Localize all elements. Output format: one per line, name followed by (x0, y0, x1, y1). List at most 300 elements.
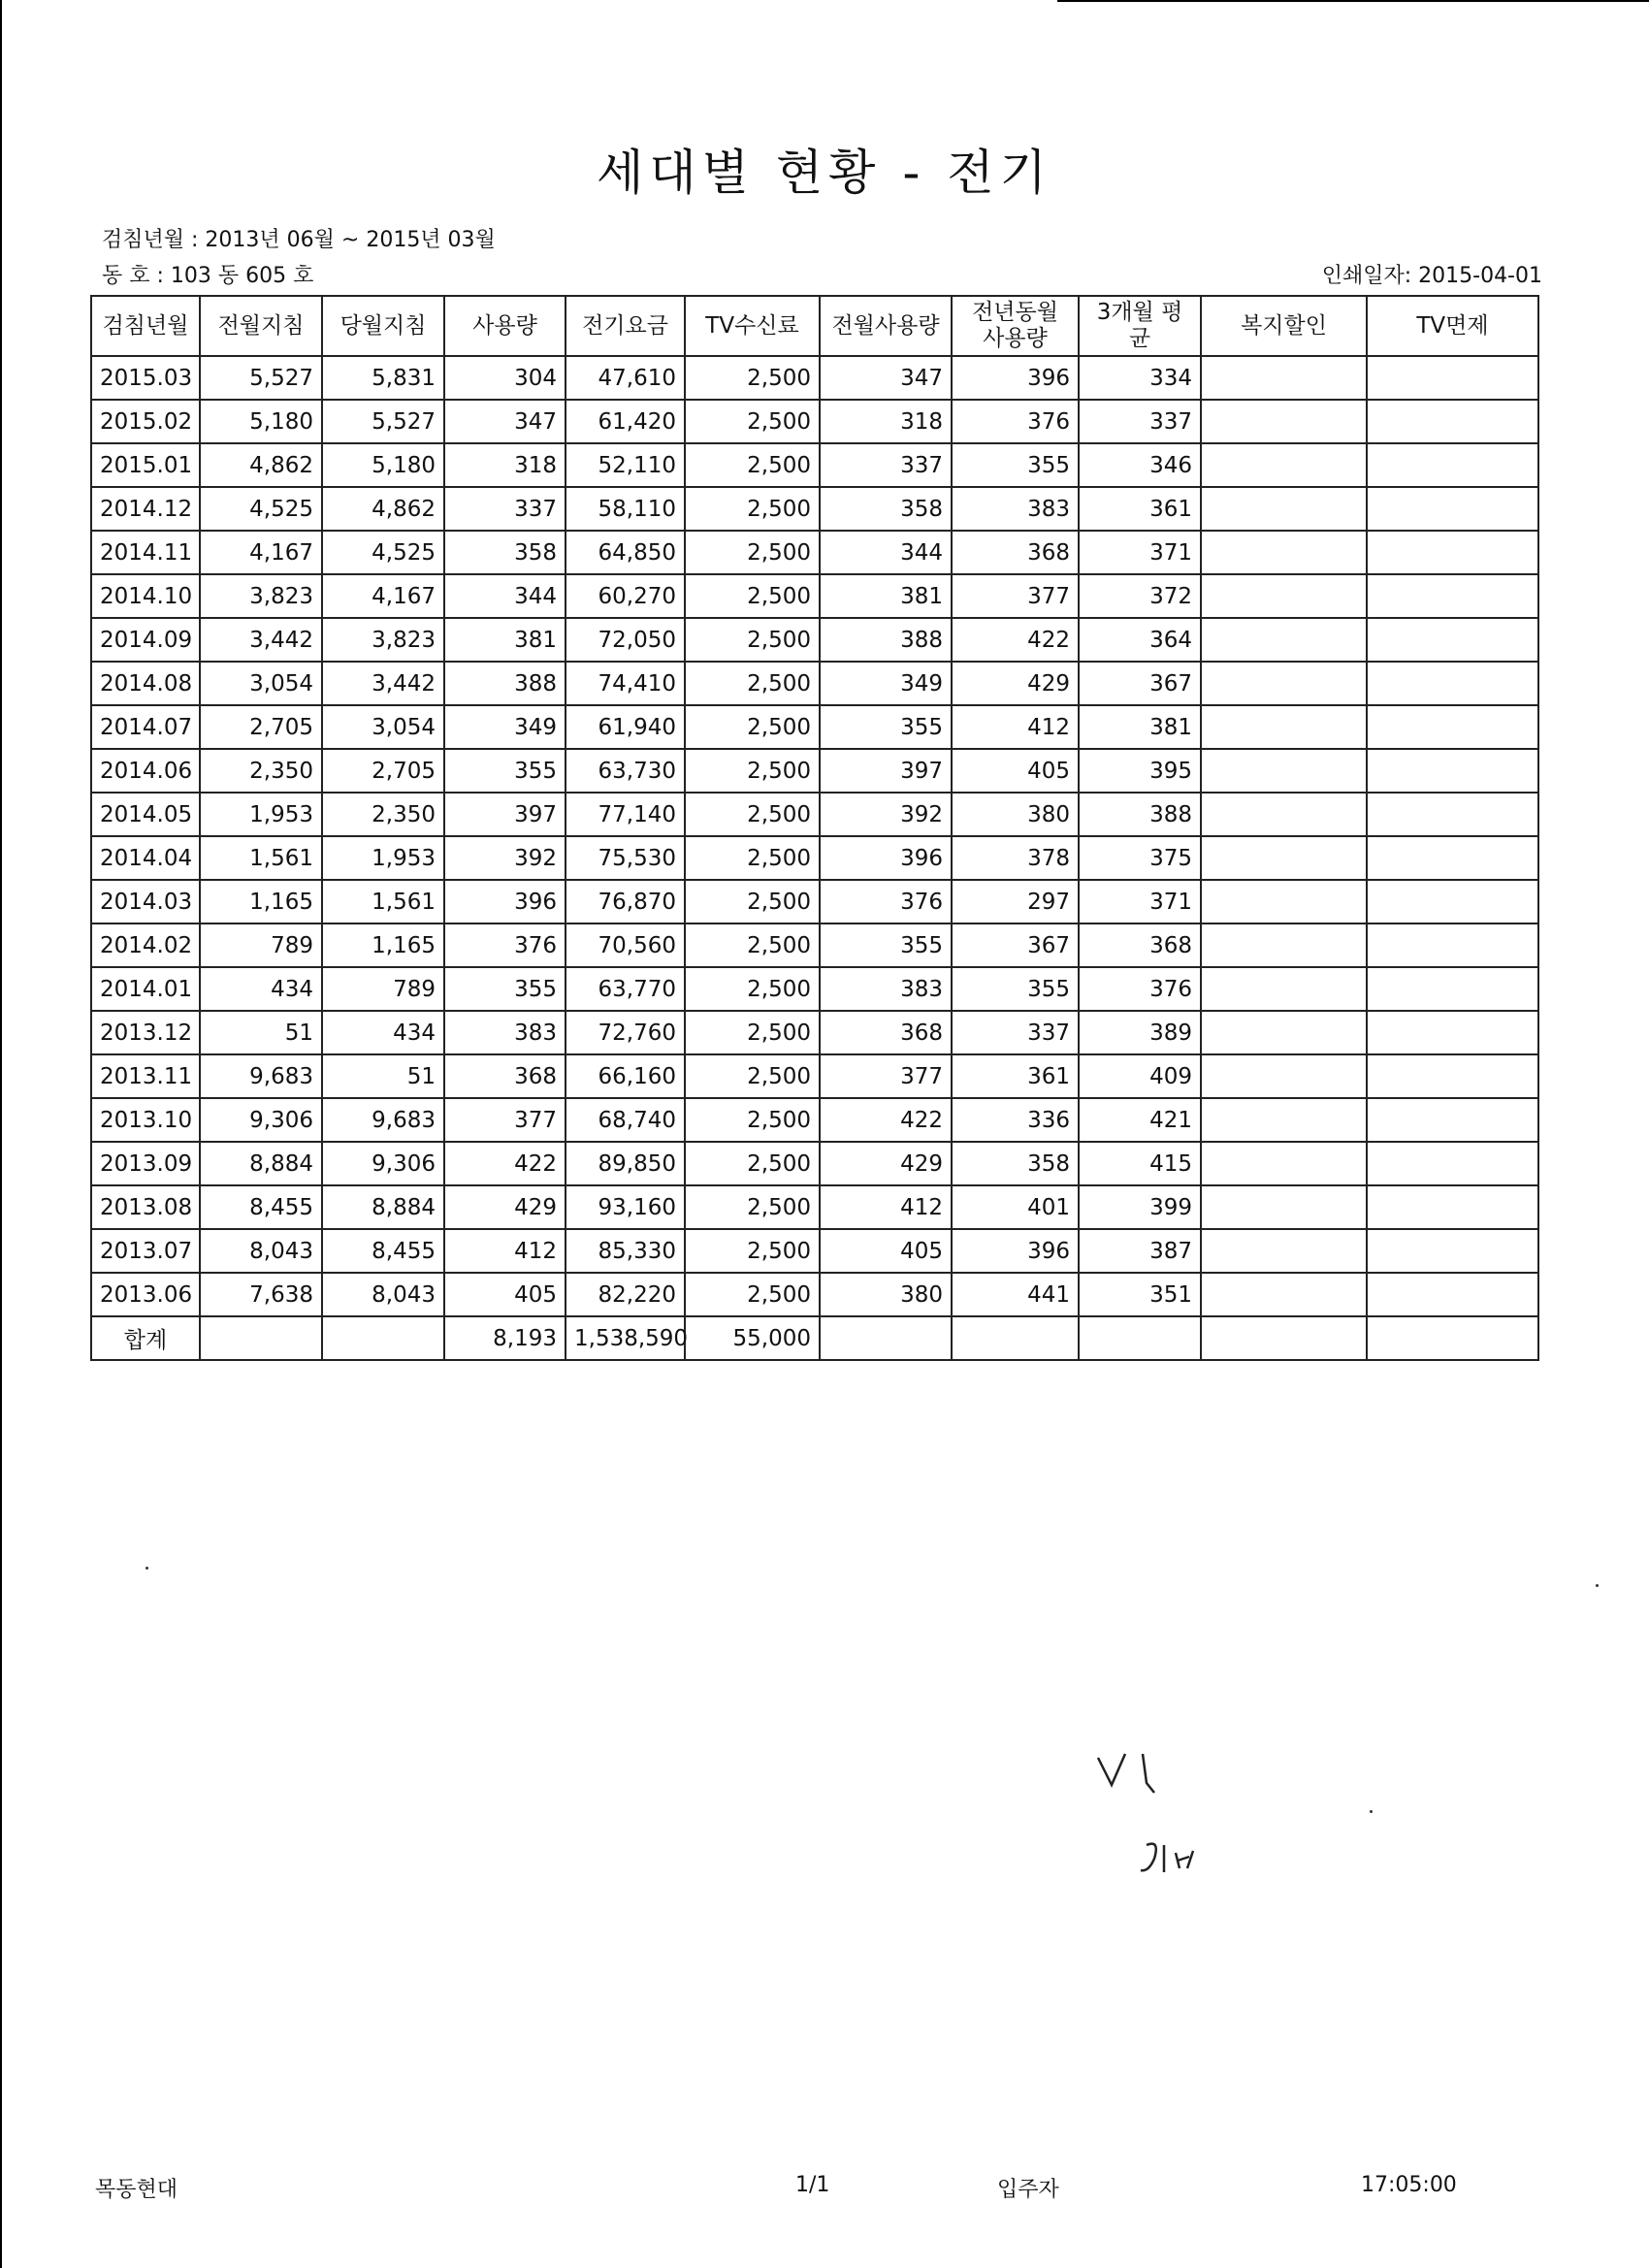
table-cell (1201, 923, 1367, 967)
table-cell: 344 (444, 574, 566, 618)
table-cell: 304 (444, 356, 566, 400)
table-cell: 355 (444, 967, 566, 1011)
table-cell: 409 (1079, 1054, 1201, 1098)
print-date-row: 인쇄일자: 2015-04-01 (1321, 264, 1542, 288)
table-cell: 9,306 (322, 1142, 444, 1185)
table-cell: 2,350 (200, 749, 322, 793)
table-cell (1367, 923, 1538, 967)
column-header: TV면제 (1367, 296, 1538, 356)
table-cell: 1,561 (322, 880, 444, 923)
table-cell: 2014.11 (91, 531, 200, 574)
table-row (91, 836, 1538, 880)
table-cell: 72,050 (566, 618, 685, 662)
table-cell: 2,500 (685, 618, 820, 662)
table-cell (1367, 793, 1538, 836)
table-cell: 8,193 (444, 1316, 566, 1360)
table-cell: 68,740 (566, 1098, 685, 1142)
table-cell: 2014.12 (91, 487, 200, 531)
handwritten-signature (1086, 1736, 1242, 1901)
table-cell: 412 (820, 1185, 952, 1229)
table-row (91, 1098, 1538, 1142)
column-header: TV수신료 (685, 296, 820, 356)
table-row (91, 705, 1538, 749)
unit-value: 103 동 605 호 (170, 264, 314, 288)
table-cell: 4,862 (200, 443, 322, 487)
table-cell: 3,054 (322, 705, 444, 749)
column-header: 당월지침 (322, 296, 444, 356)
table-cell: 789 (200, 923, 322, 967)
table-cell: 2,500 (685, 1011, 820, 1054)
table-cell (1367, 487, 1538, 531)
table-cell: 3,823 (200, 574, 322, 618)
table-row (91, 749, 1538, 793)
table-cell (1201, 793, 1367, 836)
table-row (91, 356, 1538, 400)
table-row (91, 1054, 1538, 1098)
column-header: 전월지침 (200, 296, 322, 356)
table-row (91, 1273, 1538, 1316)
table-cell: 2,500 (685, 400, 820, 443)
table-cell (1201, 836, 1367, 880)
table-cell: 5,180 (200, 400, 322, 443)
table-row (91, 880, 1538, 923)
table-cell: 61,420 (566, 400, 685, 443)
table-cell: 93,160 (566, 1185, 685, 1229)
scan-speck (1370, 1810, 1373, 1813)
table-cell: 2014.03 (91, 880, 200, 923)
table-cell: 2,500 (685, 836, 820, 880)
table-cell: 5,527 (322, 400, 444, 443)
column-header: 3개월 평균 (1079, 296, 1201, 356)
table-cell: 2013.10 (91, 1098, 200, 1142)
table-cell: 2,500 (685, 1142, 820, 1185)
table-cell: 376 (1079, 967, 1201, 1011)
table-cell (1201, 1011, 1367, 1054)
table-cell: 2014.09 (91, 618, 200, 662)
table-cell: 361 (952, 1054, 1079, 1098)
table-cell: 2014.04 (91, 836, 200, 880)
table-cell: 2,350 (322, 793, 444, 836)
table-cell: 2,500 (685, 749, 820, 793)
table-cell (1367, 443, 1538, 487)
table-cell: 2,500 (685, 1229, 820, 1273)
footer-company: 목동현대 (95, 2178, 178, 2202)
table-cell: 60,270 (566, 574, 685, 618)
table-cell (1201, 967, 1367, 1011)
table-cell: 434 (322, 1011, 444, 1054)
table-cell: 4,525 (322, 531, 444, 574)
table-cell: 388 (820, 618, 952, 662)
table-row (91, 1142, 1538, 1185)
table-cell: 387 (1079, 1229, 1201, 1273)
table-cell: 2015.03 (91, 356, 200, 400)
table-cell: 422 (444, 1142, 566, 1185)
table-cell: 337 (952, 1011, 1079, 1054)
table-cell: 383 (444, 1011, 566, 1054)
table-body (91, 356, 1538, 1360)
table-cell: 376 (820, 880, 952, 923)
table-cell: 377 (952, 574, 1079, 618)
footer-page-number: 1/1 (795, 2173, 830, 2197)
total-row (91, 1316, 1538, 1360)
table-cell: 358 (820, 487, 952, 531)
table-cell (1201, 705, 1367, 749)
table-cell: 351 (1079, 1273, 1201, 1316)
table-cell: 2,500 (685, 923, 820, 967)
table-cell (952, 1316, 1079, 1360)
table-cell: 355 (952, 967, 1079, 1011)
table-cell (1367, 1142, 1538, 1185)
table-cell: 412 (444, 1229, 566, 1273)
table-cell: 1,953 (200, 793, 322, 836)
table-cell: 376 (444, 923, 566, 967)
table-cell (322, 1316, 444, 1360)
table-cell: 396 (952, 1229, 1079, 1273)
table-cell: 4,167 (200, 531, 322, 574)
table-cell: 8,884 (200, 1142, 322, 1185)
table-cell: 1,165 (322, 923, 444, 967)
table-cell (1201, 618, 1367, 662)
table-cell: 76,870 (566, 880, 685, 923)
table-cell: 789 (322, 967, 444, 1011)
table-cell: 2,500 (685, 880, 820, 923)
table-cell: 355 (820, 923, 952, 967)
table-cell (1201, 1142, 1367, 1185)
table-cell: 58,110 (566, 487, 685, 531)
table-cell: 371 (1079, 880, 1201, 923)
table-cell: 3,823 (322, 618, 444, 662)
table-cell: 337 (1079, 400, 1201, 443)
table-cell: 334 (1079, 356, 1201, 400)
table-cell: 389 (1079, 1011, 1201, 1054)
table-cell: 378 (952, 836, 1079, 880)
table-cell: 397 (820, 749, 952, 793)
table-cell: 2,705 (200, 705, 322, 749)
table-cell: 5,527 (200, 356, 322, 400)
table-cell: 318 (820, 400, 952, 443)
table-cell (1201, 749, 1367, 793)
table-cell: 355 (820, 705, 952, 749)
table-cell: 383 (820, 967, 952, 1011)
table-cell: 1,538,590 (566, 1316, 685, 1360)
table-cell (1201, 531, 1367, 574)
usage-table (90, 295, 1539, 1361)
table-cell: 2,500 (685, 531, 820, 574)
table-cell: 358 (952, 1142, 1079, 1185)
table-cell (1201, 1054, 1367, 1098)
table-cell: 2,500 (685, 443, 820, 487)
table-cell: 5,831 (322, 356, 444, 400)
table-row (91, 923, 1538, 967)
table-cell: 51 (322, 1054, 444, 1098)
table-cell: 367 (952, 923, 1079, 967)
table-row (91, 487, 1538, 531)
table-cell (1367, 967, 1538, 1011)
table-cell: 2013.09 (91, 1142, 200, 1185)
period-row: 검침년월 : 2013년 06월 ~ 2015년 03월 (102, 228, 496, 252)
table-row (91, 967, 1538, 1011)
table-cell (1367, 705, 1538, 749)
table-cell: 8,043 (200, 1229, 322, 1273)
table-row (91, 793, 1538, 836)
table-cell: 2013.06 (91, 1273, 200, 1316)
table-cell (1079, 1316, 1201, 1360)
table-cell: 52,110 (566, 443, 685, 487)
table-cell (1201, 1185, 1367, 1229)
table-row (91, 443, 1538, 487)
table-cell: 367 (1079, 662, 1201, 705)
table-cell: 371 (1079, 531, 1201, 574)
table-cell: 2,500 (685, 793, 820, 836)
period-value: 2013년 06월 ~ 2015년 03월 (205, 228, 496, 252)
table-cell (1201, 662, 1367, 705)
table-cell (1201, 574, 1367, 618)
table-cell: 8,884 (322, 1185, 444, 1229)
table-cell: 9,683 (322, 1098, 444, 1142)
scan-speck (1596, 1584, 1599, 1587)
table-cell: 4,862 (322, 487, 444, 531)
table-cell: 2,500 (685, 1185, 820, 1229)
footer-role: 입주자 (997, 2178, 1059, 2202)
table-row (91, 531, 1538, 574)
table-cell: 397 (444, 793, 566, 836)
period-label: 검침년월 (102, 228, 185, 252)
table-cell: 346 (1079, 443, 1201, 487)
table-row (91, 1229, 1538, 1273)
table-cell: 336 (952, 1098, 1079, 1142)
table-cell: 3,442 (200, 618, 322, 662)
table-cell: 441 (952, 1273, 1079, 1316)
table-cell (1367, 618, 1538, 662)
print-date-value: 2015-04-01 (1418, 264, 1542, 288)
table-cell (1367, 1054, 1538, 1098)
page-title: 세대별 현황 - 전기 (597, 145, 1052, 201)
column-header: 복지할인 (1201, 296, 1367, 356)
table-cell: 422 (820, 1098, 952, 1142)
table-cell (1367, 749, 1538, 793)
table-row (91, 618, 1538, 662)
table-cell: 364 (1079, 618, 1201, 662)
table-cell: 405 (820, 1229, 952, 1273)
table-row (91, 1011, 1538, 1054)
table-cell: 297 (952, 880, 1079, 923)
table-cell: 1,953 (322, 836, 444, 880)
table-cell: 2014.07 (91, 705, 200, 749)
table-cell: 8,455 (200, 1185, 322, 1229)
scan-edge-top (1057, 0, 1649, 2)
table-cell: 66,160 (566, 1054, 685, 1098)
table-cell: 2015.01 (91, 443, 200, 487)
table-cell: 63,770 (566, 967, 685, 1011)
table-cell: 381 (1079, 705, 1201, 749)
table-cell: 2015.02 (91, 400, 200, 443)
table-cell: 2,500 (685, 1054, 820, 1098)
table-cell (1367, 662, 1538, 705)
table-cell: 380 (820, 1273, 952, 1316)
table-cell: 합계 (91, 1316, 200, 1360)
table-cell: 2014.06 (91, 749, 200, 793)
table-cell: 2013.11 (91, 1054, 200, 1098)
scan-speck (146, 1567, 148, 1570)
table-cell (1201, 400, 1367, 443)
footer-time: 17:05:00 (1361, 2173, 1457, 2197)
table-cell: 376 (952, 400, 1079, 443)
table-cell (200, 1316, 322, 1360)
table-cell: 396 (444, 880, 566, 923)
table-cell: 9,306 (200, 1098, 322, 1142)
table-cell: 2013.08 (91, 1185, 200, 1229)
table-row (91, 574, 1538, 618)
table-cell: 381 (820, 574, 952, 618)
table-cell: 368 (820, 1011, 952, 1054)
table-cell (1201, 487, 1367, 531)
table-cell (1367, 880, 1538, 923)
table-cell: 388 (1079, 793, 1201, 836)
table-cell: 64,850 (566, 531, 685, 574)
table-cell: 399 (1079, 1185, 1201, 1229)
table-cell: 3,442 (322, 662, 444, 705)
table-cell: 337 (444, 487, 566, 531)
table-cell: 85,330 (566, 1229, 685, 1273)
table-cell: 392 (820, 793, 952, 836)
table-cell: 368 (444, 1054, 566, 1098)
table-cell: 372 (1079, 574, 1201, 618)
table-cell (1367, 1098, 1538, 1142)
table-cell: 368 (952, 531, 1079, 574)
table-cell: 2,500 (685, 356, 820, 400)
table-cell: 5,180 (322, 443, 444, 487)
column-header: 전월사용량 (820, 296, 952, 356)
table-cell: 381 (444, 618, 566, 662)
table-cell: 7,638 (200, 1273, 322, 1316)
table-row (91, 1185, 1538, 1229)
scan-edge-left (0, 0, 2, 2268)
table-cell: 344 (820, 531, 952, 574)
table-cell: 349 (444, 705, 566, 749)
table-cell: 396 (820, 836, 952, 880)
table-cell: 337 (820, 443, 952, 487)
table-cell (1367, 1273, 1538, 1316)
table-cell: 1,561 (200, 836, 322, 880)
table-cell: 347 (820, 356, 952, 400)
table-cell: 2,500 (685, 574, 820, 618)
table-cell: 2014.02 (91, 923, 200, 967)
table-cell: 355 (444, 749, 566, 793)
table-cell (1367, 400, 1538, 443)
table-cell: 395 (1079, 749, 1201, 793)
table-cell (1367, 1011, 1538, 1054)
unit-row: 동 호 : 103 동 605 호 (102, 264, 314, 288)
table-cell: 429 (820, 1142, 952, 1185)
table-cell: 383 (952, 487, 1079, 531)
column-header: 사용량 (444, 296, 566, 356)
table-cell: 89,850 (566, 1142, 685, 1185)
table-cell: 347 (444, 400, 566, 443)
table-header-row (91, 296, 1538, 356)
table-cell: 8,043 (322, 1273, 444, 1316)
table-cell: 2,500 (685, 967, 820, 1011)
table-cell: 2014.05 (91, 793, 200, 836)
table-cell: 358 (444, 531, 566, 574)
table-cell: 51 (200, 1011, 322, 1054)
table-cell: 4,525 (200, 487, 322, 531)
table-cell: 401 (952, 1185, 1079, 1229)
table-cell: 429 (952, 662, 1079, 705)
table-cell: 2014.10 (91, 574, 200, 618)
table-cell: 429 (444, 1185, 566, 1229)
table-cell: 63,730 (566, 749, 685, 793)
table-cell: 392 (444, 836, 566, 880)
table-cell: 2013.12 (91, 1011, 200, 1054)
table-cell: 1,165 (200, 880, 322, 923)
table-cell: 368 (1079, 923, 1201, 967)
table-cell: 61,940 (566, 705, 685, 749)
table-cell: 422 (952, 618, 1079, 662)
table-cell: 355 (952, 443, 1079, 487)
table-cell: 4,167 (322, 574, 444, 618)
column-header: 전기요금 (566, 296, 685, 356)
table-cell: 318 (444, 443, 566, 487)
table-cell: 2014.08 (91, 662, 200, 705)
table-cell: 412 (952, 705, 1079, 749)
table-cell (1201, 1273, 1367, 1316)
table-cell: 9,683 (200, 1054, 322, 1098)
table-cell: 75,530 (566, 836, 685, 880)
table-cell (1201, 880, 1367, 923)
table-cell: 47,610 (566, 356, 685, 400)
table-cell (1367, 1229, 1538, 1273)
table-cell: 2014.01 (91, 967, 200, 1011)
table-cell: 2,500 (685, 705, 820, 749)
table-cell (1367, 1316, 1538, 1360)
table-cell: 72,760 (566, 1011, 685, 1054)
print-date-label: 인쇄일자 (1321, 264, 1405, 288)
table-cell: 375 (1079, 836, 1201, 880)
column-header: 검침년월 (91, 296, 200, 356)
table-cell: 70,560 (566, 923, 685, 967)
table-cell: 361 (1079, 487, 1201, 531)
table-cell (820, 1316, 952, 1360)
table-cell (1201, 1316, 1367, 1360)
table-cell: 415 (1079, 1142, 1201, 1185)
table-row (91, 662, 1538, 705)
table-cell: 8,455 (322, 1229, 444, 1273)
table-cell: 55,000 (685, 1316, 820, 1360)
table-cell: 377 (444, 1098, 566, 1142)
table-cell (1201, 356, 1367, 400)
table-cell (1367, 836, 1538, 880)
table-cell: 2,500 (685, 662, 820, 705)
table-cell (1201, 1229, 1367, 1273)
table-cell: 2,500 (685, 1273, 820, 1316)
table-cell (1367, 1185, 1538, 1229)
table-cell: 421 (1079, 1098, 1201, 1142)
table-cell: 74,410 (566, 662, 685, 705)
table-cell: 349 (820, 662, 952, 705)
table-cell: 2013.07 (91, 1229, 200, 1273)
table-cell (1367, 356, 1538, 400)
table-cell: 380 (952, 793, 1079, 836)
table-cell (1201, 1098, 1367, 1142)
table-cell (1367, 574, 1538, 618)
column-header: 전년동월 사용량 (952, 296, 1079, 356)
table-cell (1367, 531, 1538, 574)
table-cell: 2,500 (685, 487, 820, 531)
table-cell: 2,500 (685, 1098, 820, 1142)
unit-label: 동 호 (102, 264, 150, 288)
table-cell: 388 (444, 662, 566, 705)
table-cell: 396 (952, 356, 1079, 400)
